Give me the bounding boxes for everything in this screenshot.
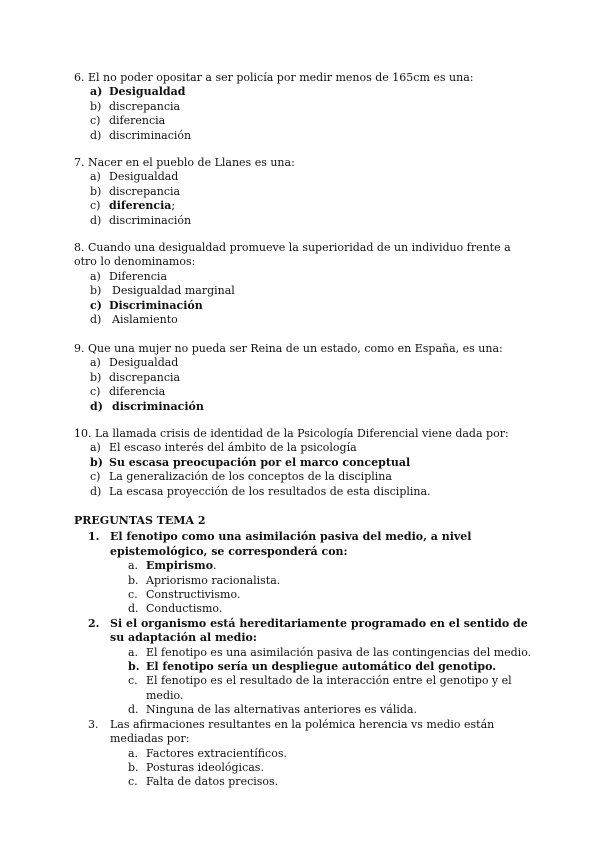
question-text: 8. Cuando una desigualdad promueve la superioridad de un individuo frente a otro lo denominamos: — [74, 241, 511, 269]
option-text: Discriminación — [109, 298, 203, 312]
answer-option — [74, 674, 544, 703]
option-text: La generalización de los conceptos de la disciplina — [109, 470, 392, 484]
answer-option — [74, 284, 534, 298]
option-text: Desigualdad marginal — [112, 284, 235, 298]
option-text: diferencia — [109, 114, 166, 128]
option-label: a. — [128, 559, 139, 573]
answer-option — [74, 299, 534, 313]
answer-option — [74, 660, 544, 674]
option-label: c) — [90, 199, 101, 213]
option-text: El escaso interés del ámbito de la psicología — [109, 441, 357, 455]
option-label: b. — [128, 660, 140, 674]
answer-option — [74, 574, 544, 588]
tema2-question-2 — [74, 617, 544, 646]
question-text: Las afirmaciones resultantes en la polémica herencia vs medio están mediadas por: — [110, 717, 495, 746]
option-label: d. — [128, 703, 139, 717]
question-text: 10. La llamada crisis de identidad de la Psicología Diferencial viene dada por: — [74, 427, 509, 440]
question-text: El fenotipo como una asimilación pasiva del medio, a nivel epistemológico, se corresponderá con: — [110, 530, 472, 558]
option-text: Ninguna de las alternativas anteriores es válida. — [146, 703, 417, 717]
option-suffix: ; — [171, 199, 176, 213]
option-text: Aislamiento — [112, 313, 178, 327]
answer-option — [74, 456, 534, 470]
option-text: diferencia — [109, 385, 166, 399]
answer-option — [74, 602, 544, 616]
option-label: c) — [90, 298, 102, 312]
question-text: 6. El no poder opositar a ser policía por medir menos de 165cm es una: — [74, 71, 474, 84]
option-text: Su escasa preocupación por el marco conceptual — [109, 455, 411, 469]
question-6 — [74, 71, 534, 143]
option-label: a) — [90, 170, 101, 184]
answer-option — [74, 185, 534, 199]
option-label: d) — [90, 399, 103, 413]
answer-option — [74, 485, 534, 499]
answer-option — [74, 441, 534, 455]
option-label: d) — [90, 128, 102, 142]
answer-option — [74, 747, 544, 761]
option-text: diferencia — [109, 199, 172, 213]
answer-option — [74, 559, 544, 573]
option-text: Conductismo. — [146, 602, 223, 616]
tema2-section — [74, 514, 544, 790]
option-label: a) — [90, 269, 101, 283]
option-text: El fenotipo sería un despliegue automático del genotipo. — [146, 660, 497, 674]
option-label: b) — [90, 284, 102, 298]
option-label: d) — [90, 213, 102, 227]
option-label: b) — [90, 370, 102, 384]
answer-option — [74, 385, 534, 399]
answer-option — [74, 199, 534, 213]
question-number: 3. — [88, 717, 99, 731]
answer-option — [74, 170, 534, 184]
option-text: discriminación — [109, 128, 192, 142]
question-number: 2. — [88, 616, 100, 630]
answer-option — [74, 703, 544, 717]
option-text: discriminación — [112, 399, 204, 413]
option-text: Desigualdad — [109, 85, 186, 99]
option-label: c. — [128, 588, 138, 602]
option-label: d. — [128, 602, 139, 616]
option-label: b. — [128, 760, 139, 774]
option-label: b) — [90, 99, 102, 113]
option-text: Constructivismo. — [146, 588, 241, 602]
answer-option — [74, 470, 534, 484]
option-text: discrepancia — [109, 370, 181, 384]
answer-option — [74, 270, 534, 284]
option-text: Diferencia — [109, 269, 168, 283]
option-text: Posturas ideológicas. — [146, 760, 264, 774]
answer-option — [74, 100, 534, 114]
question-text: 9. Que una mujer no pueda ser Reina de un estado, como en España, es una: — [74, 342, 503, 355]
option-text: Desigualdad — [109, 356, 179, 370]
answer-option — [74, 400, 534, 414]
option-label: a) — [90, 441, 101, 455]
section-heading: PREGUNTAS TEMA 2 — [74, 514, 206, 527]
answer-option — [74, 356, 534, 370]
option-label: d) — [90, 313, 102, 327]
question-10 — [74, 427, 534, 499]
option-text: discriminación — [109, 213, 192, 227]
option-label: a) — [90, 356, 101, 370]
option-text: discrepancia — [109, 99, 181, 113]
option-text: Desigualdad — [109, 170, 179, 184]
answer-option — [74, 588, 544, 602]
question-number: 1. — [88, 530, 100, 544]
answer-option — [74, 775, 544, 789]
option-text: El fenotipo es una asimilación pasiva de las contingencias del medio. — [146, 645, 532, 659]
option-label: b) — [90, 455, 103, 469]
option-text: Factores extracientíficos. — [146, 746, 287, 760]
answer-option — [74, 761, 544, 775]
option-suffix: . — [213, 559, 217, 573]
option-label: b) — [90, 184, 102, 198]
option-text: Falta de datos precisos. — [146, 775, 279, 789]
answer-option — [74, 114, 534, 128]
answer-option — [74, 85, 534, 99]
question-9 — [74, 342, 534, 414]
answer-option — [74, 313, 534, 327]
tema2-question-3 — [74, 718, 544, 747]
option-label: c) — [90, 114, 101, 128]
answer-option — [74, 371, 534, 385]
question-8 — [74, 241, 534, 327]
option-label: a. — [128, 746, 139, 760]
option-label: a. — [128, 645, 139, 659]
option-text: Empirismo — [146, 559, 214, 573]
option-label: b. — [128, 573, 139, 587]
option-label: d) — [90, 484, 102, 498]
question-text: Si el organismo está hereditariamente programado en el sentido de su adaptación al medio: — [110, 616, 528, 645]
tema2-question-1 — [74, 530, 544, 559]
option-label: c) — [90, 470, 101, 484]
answer-option — [74, 129, 534, 143]
option-label: c) — [90, 385, 101, 399]
answer-option — [74, 646, 544, 660]
question-7 — [74, 156, 534, 228]
question-text: 7. Nacer en el pueblo de Llanes es una: — [74, 156, 295, 169]
answer-option — [74, 214, 534, 228]
option-text: La escasa proyección de los resultados de esta disciplina. — [109, 484, 431, 498]
option-label: c. — [128, 674, 138, 688]
option-text: El fenotipo es el resultado de la interacción entre el genotipo y el medio. — [146, 674, 512, 702]
option-label: a) — [90, 85, 103, 99]
option-text: Apriorismo racionalista. — [146, 573, 281, 587]
option-text: discrepancia — [109, 184, 181, 198]
option-label: c. — [128, 775, 138, 789]
